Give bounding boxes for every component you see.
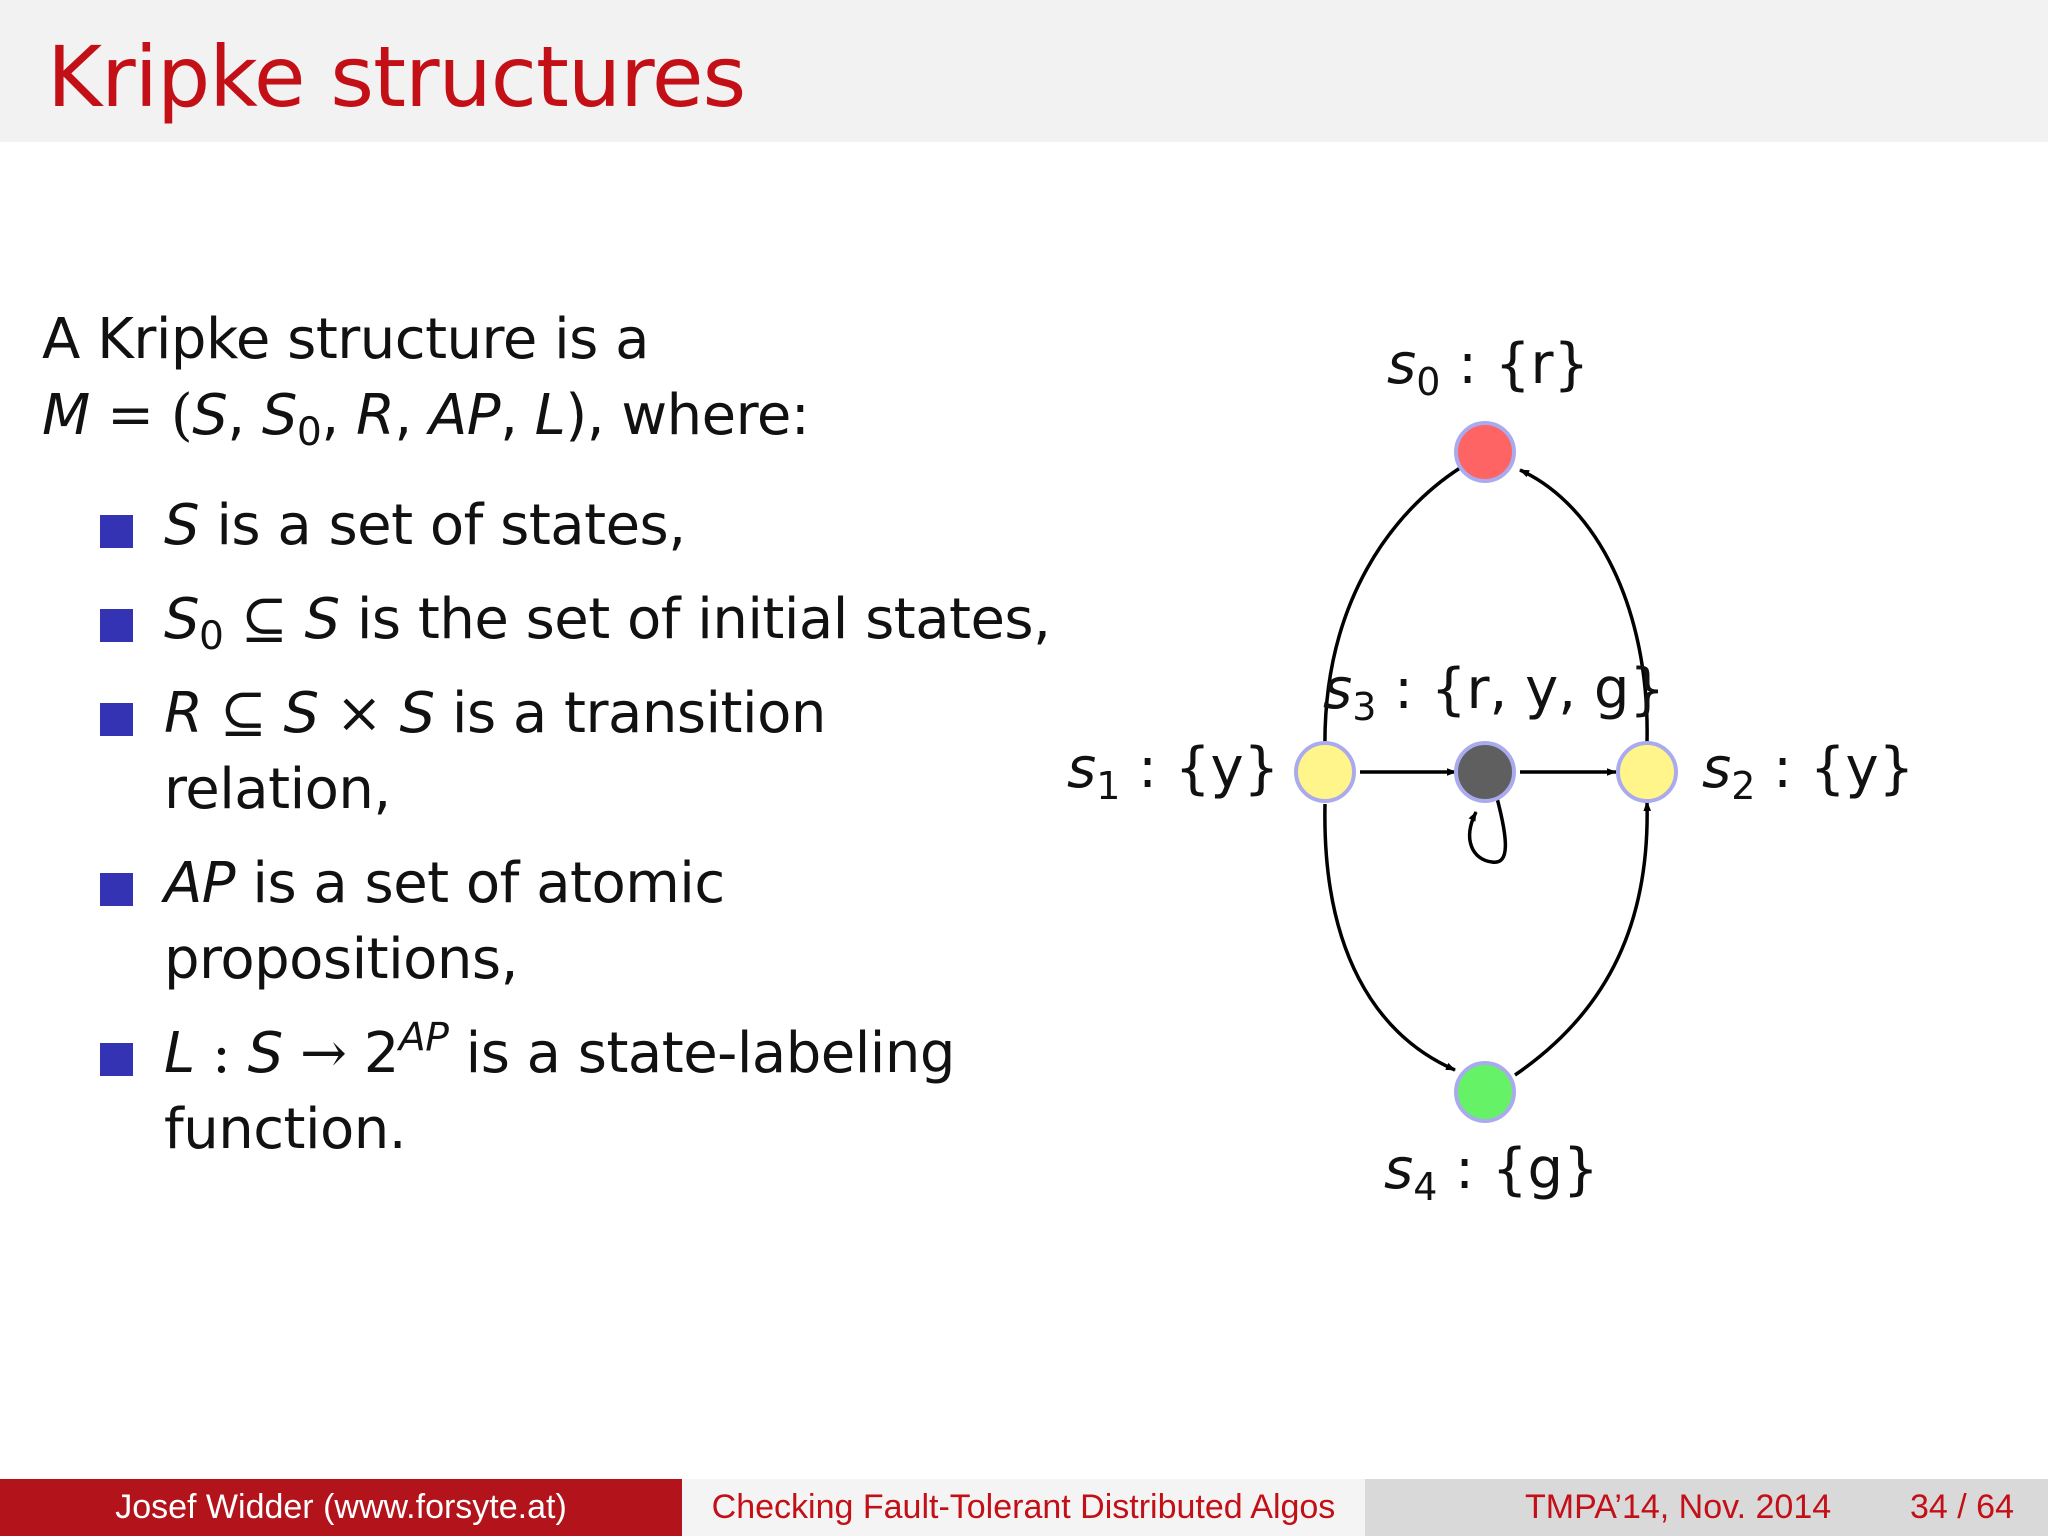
edge-s1-s4 — [1325, 804, 1455, 1070]
tuple-lhs: M — [42, 383, 90, 448]
state-s4-node — [1456, 1063, 1514, 1121]
item-text: is a transition relation, — [164, 681, 826, 822]
item-symbol-2: S — [304, 587, 340, 652]
kripke-graph — [1030, 300, 2030, 1250]
item-symbol: AP — [164, 851, 236, 916]
footer-author: Josef Widder (www.forsyte.at) — [0, 1479, 682, 1536]
edge-s3-s3-loop — [1470, 798, 1506, 862]
state-name: s — [1384, 1137, 1414, 1202]
list-item — [100, 488, 1060, 564]
item-symbol-3: S — [399, 681, 435, 746]
intro-line: A Kripke structure is a — [42, 307, 649, 372]
state-index: 2 — [1731, 764, 1756, 808]
item-symbol: S — [164, 587, 200, 652]
tuple-ap: AP — [428, 383, 501, 448]
title-bar — [0, 0, 2048, 142]
state-label: : {r} — [1440, 332, 1590, 397]
state-s1-label — [1067, 736, 1279, 808]
state-s2-node — [1618, 743, 1676, 801]
page-number: 34 / 64 — [1910, 1488, 2014, 1526]
state-index: 3 — [1352, 685, 1377, 729]
list-item — [100, 846, 1060, 998]
tuple-definition — [42, 378, 1002, 454]
state-s3-node — [1456, 743, 1514, 801]
tuple-eq: = ( — [89, 383, 193, 448]
state-s0-node — [1456, 423, 1514, 481]
bullet-square-icon — [100, 609, 133, 642]
bullet-square-icon — [100, 1043, 133, 1076]
state-s3-label — [1323, 657, 1665, 729]
state-name: s — [1702, 736, 1732, 801]
footer-talk-title: Checking Fault-Tolerant Distributed Algos — [682, 1479, 1365, 1536]
item-operator: : — [194, 1021, 248, 1086]
state-label: : {y} — [1120, 736, 1280, 801]
tuple-comma: , — [227, 383, 262, 448]
state-name: s — [1387, 332, 1417, 397]
footer-event: TMPA’14, Nov. 2014 — [1525, 1488, 1832, 1526]
state-label: : {r, y, g} — [1376, 657, 1666, 722]
tuple-s0-sub: 0 — [296, 409, 322, 455]
item-exponent: AP — [398, 1015, 449, 1061]
item-symbol-2: S — [247, 1021, 283, 1086]
tuple-comma: , — [321, 383, 356, 448]
item-operator: ⊆ — [223, 587, 305, 652]
state-label: : {g} — [1437, 1137, 1599, 1202]
item-symbol: L — [164, 1021, 195, 1086]
item-text: is a set of states, — [199, 493, 686, 558]
tuple-l: L — [534, 383, 566, 448]
slide-title: Kripke structures — [47, 28, 746, 126]
item-operator-2: × — [318, 681, 400, 746]
list-item — [100, 582, 1060, 658]
item-symbol-2: S — [283, 681, 319, 746]
state-s2-label — [1702, 736, 1914, 808]
tuple-s0: S — [261, 383, 297, 448]
state-s4-label — [1384, 1137, 1599, 1209]
tuple-comma: , — [500, 383, 535, 448]
tuple-r: R — [355, 383, 395, 448]
item-operator-2: → — [282, 1021, 364, 1086]
bullet-square-icon — [100, 873, 133, 906]
item-text: is the set of initial states, — [339, 587, 1051, 652]
tuple-s: S — [192, 383, 228, 448]
state-s0-label — [1387, 332, 1589, 404]
item-text: is a set of atomic propositions, — [164, 851, 725, 992]
definition-list — [100, 488, 1060, 1186]
item-text: is a state-labeling function. — [164, 1021, 955, 1162]
state-s1-node — [1296, 743, 1354, 801]
state-index: 1 — [1096, 764, 1121, 808]
tuple-close: ), where: — [565, 383, 810, 448]
state-name: s — [1323, 657, 1353, 722]
state-label: : {y} — [1755, 736, 1915, 801]
state-index: 0 — [1416, 360, 1441, 404]
item-symbol: S — [164, 493, 200, 558]
item-symbol: R — [164, 681, 203, 746]
list-item — [100, 1016, 1060, 1168]
item-operator: ⊆ — [202, 681, 284, 746]
item-base: 2 — [363, 1021, 399, 1086]
item-symbol-sub: 0 — [199, 613, 224, 659]
edge-s4-s2 — [1515, 802, 1647, 1075]
bullet-square-icon — [100, 515, 133, 548]
state-name: s — [1067, 736, 1097, 801]
state-index: 4 — [1413, 1165, 1438, 1209]
footer-bar — [0, 1479, 2048, 1536]
list-item — [100, 676, 1060, 828]
bullet-square-icon — [100, 703, 133, 736]
intro-paragraph — [42, 302, 1002, 454]
footer-info — [1365, 1479, 2048, 1536]
tuple-comma: , — [394, 383, 429, 448]
